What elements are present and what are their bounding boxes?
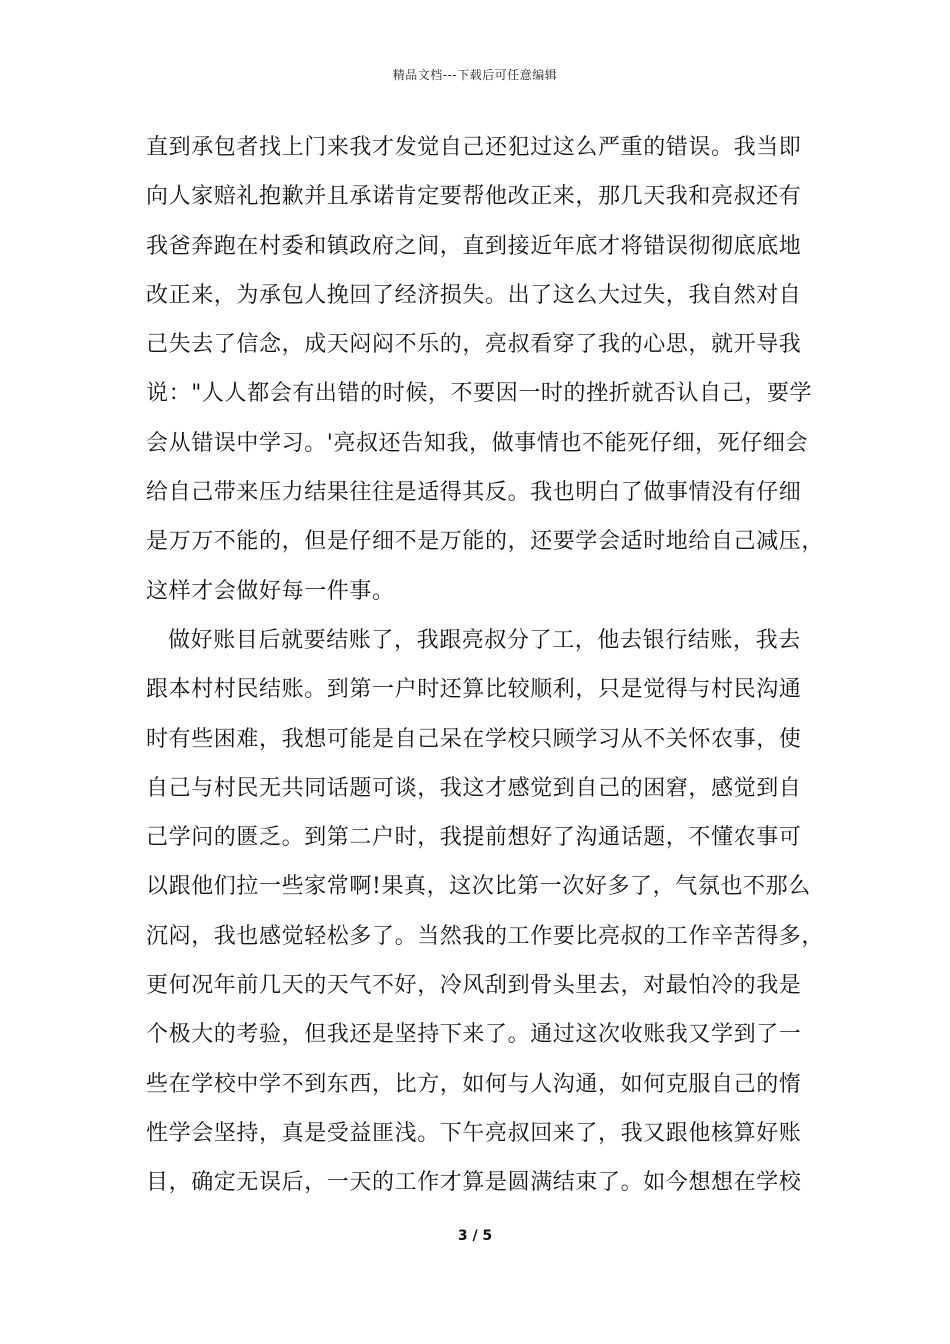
text-line: 做好账目后就要结账了，我跟亮叔分了工，他去银行结账，我去 [168,627,801,653]
page-number: 3 / 5 [457,1228,493,1244]
document-body [146,130,846,1215]
text-line: 更何况年前几天的天气不好，冷风刮到骨头里去，对最怕冷的我是 [146,973,802,999]
text-line: 沉闷，我也感觉轻松多了。当然我的工作要比亮叔的工作辛苦得多， [146,923,825,949]
page-header: 精品文档---下载后可任意编辑 [392,68,558,82]
text-line: 这样才会做好每一件事。 [146,578,395,604]
text-line: 自己与村民无共同话题可谈，我这才感觉到自己的困窘，感觉到自 [146,775,802,801]
text-line: 己失去了信念，成天闷闷不乐的，亮叔看穿了我的心思，就开导我 [146,332,802,358]
text-line: 以跟他们拉一些家常啊!果真，这次比第一次好多了，气氛也不那么 [146,874,811,900]
text-line: 个极大的考验，但我还是坚持下来了。通过这次收账我又学到了一 [146,1022,802,1048]
text-line: 改正来，为承包人挽回了经济损失。出了这么大过失，我自然对自 [146,282,802,308]
text-line: 向人家赔礼抱歉并且承诺肯定要帮他改正来，那几天我和亮叔还有 [146,184,802,210]
text-line: 时有些困难，我想可能是自己呆在学校只顾学习从不关怀农事，使 [146,726,802,752]
text-line: 说："人人都会有出错的时候，不要因一时的挫折就否认自己，要学 [146,381,813,407]
text-line: 些在学校中学不到东西，比方，如何与人沟通，如何克服自己的惰 [146,1071,802,1097]
text-line: 目，确定无误后，一天的工作才算是圆满结束了。如今想想在学校 [146,1170,802,1196]
text-line: 给自己带来压力结果往往是适得其反。我也明白了做事情没有仔细 [146,480,802,506]
text-line: 己学问的匮乏。到第二户时，我提前想好了沟通话题，不懂农事可 [146,825,802,851]
paragraph-1 [146,130,846,623]
text-line: 是万万不能的，但是仔细不是万能的，还要学会适时地给自己减压， [146,529,825,555]
text-line: 跟本村村民结账。到第一户时还算比较顺利，只是觉得与村民沟通 [146,677,802,703]
text-line: 性学会坚持，真是受益匪浅。下午亮叔回来了，我又跟他核算好账 [146,1120,802,1146]
text-line: 直到承包者找上门来我才发觉自己还犯过这么严重的错误。我当即 [146,135,802,160]
paragraph-2 [146,623,846,1215]
text-line: 会从错误中学习。'亮叔还告知我，做事情也不能死仔细，死仔细会 [146,430,809,456]
text-line: 我爸奔跑在村委和镇政府之间，直到接近年底才将错误彻彻底底地 [146,233,802,259]
